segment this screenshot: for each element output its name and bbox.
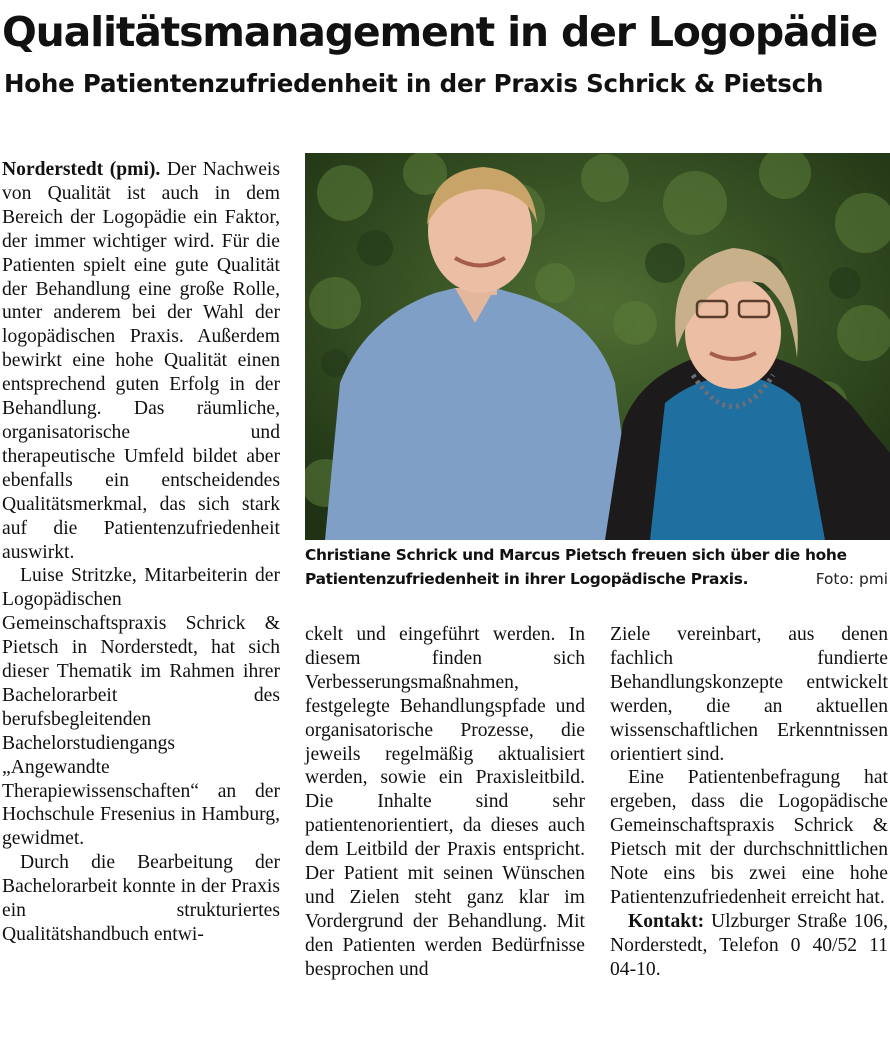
paragraph-4: Eine Patientenbefragung hat ergeben, dass die Logopädische Gemeinschaftspraxis Schrick & Pietsch mit der durchschnittlichen Note eins bis zwei eine hohe Patientenzufriedenheit erreicht hat. — [610, 767, 888, 908]
caption-line-2: Patientenzufriedenheit in ihrer Logopädische Praxis. — [305, 570, 749, 588]
paragraph-2: Luise Stritzke, Mitarbeiterin der Logopädischen Gemeinschaftspraxis Schrick & Pietsch in Norderstedt, hat sich dieser Thematik im Rahmen ihrer Bachelorarbeit des berufsbegleitenden Bachelorstudiengangs „Angewandte Therapiewissenschaften“ an der Hochschule Fresenius in Hamburg, gewidmet. — [2, 565, 280, 850]
article-column-1 — [2, 158, 280, 947]
subheadline: Hohe Patientenzufriedenheit in der Praxis Schrick & Pietsch — [4, 69, 824, 98]
article-column-3 — [610, 623, 888, 982]
paragraph-3-continued: ckelt und eingeführt werden. In diesem finden sich Verbesserungsmaßnahmen, festgelegte Behandlungspfade und organisatorische Prozesse, die jeweils regelmäßig aktualisiert werden, sowie ein Praxisleitbild. Die Inhalte sind sehr patientenorientiert, da dieses auch dem Leitbild der Praxis entspricht. Der Patient mit seinen Wünschen und Zielen steht ganz klar im Vordergrund der Behandlung. Mit den Patienten werden Bedürfnisse besprochen und — [305, 624, 585, 980]
article-photo — [305, 153, 890, 540]
caption-line-1: Christiane Schrick und Marcus Pietsch freuen sich über die hohe — [305, 546, 847, 564]
paragraph-3-end: Ziele vereinbart, aus denen fachlich fundierte Behandlungskonzepte entwickelt werden, die an aktuellen wissenschaftlichen Erkenntnissen orientiert sind. — [610, 624, 888, 765]
paragraph-3-start: Durch die Bearbeitung der Bachelorarbeit konnte in der Praxis ein strukturiertes Qualitätshandbuch entwi- — [2, 852, 280, 945]
contact-paragraph — [610, 910, 888, 982]
photo-credit: Foto: pmi — [815, 570, 888, 588]
photo-caption — [305, 543, 890, 591]
headline: Qualitätsmanagement in der Logopädie — [2, 8, 878, 56]
contact-text: Ulzburger Straße 106, Norderstedt, Telefon 0 40/52 11 04-10. — [610, 910, 888, 980]
paragraph-1-body: Der Nachweis von Qualität ist auch in dem Bereich der Logopädie ein Faktor, der immer wichtiger wird. Für die Patienten spielt eine gute Qualität der Behandlung eine große Rolle, unter anderem bei der Wahl der logopädischen Praxis. Außerdem bewirkt eine hohe Qualität einen entsprechend guten Erfolg in der Behandlung. Das räumliche, organisatorische und therapeutische Umfeld bildet aber ebenfalls ein entscheidendes Qualitätsmerkmal, das sich stark auf die Patientenzufriedenheit auswirkt. — [2, 159, 280, 563]
paragraph-1 — [2, 158, 280, 564]
contact-label: Kontakt: — [628, 910, 705, 932]
article-column-2 — [305, 623, 585, 982]
dateline: Norderstedt (pmi). — [2, 159, 161, 180]
photo-illustration — [305, 153, 890, 540]
